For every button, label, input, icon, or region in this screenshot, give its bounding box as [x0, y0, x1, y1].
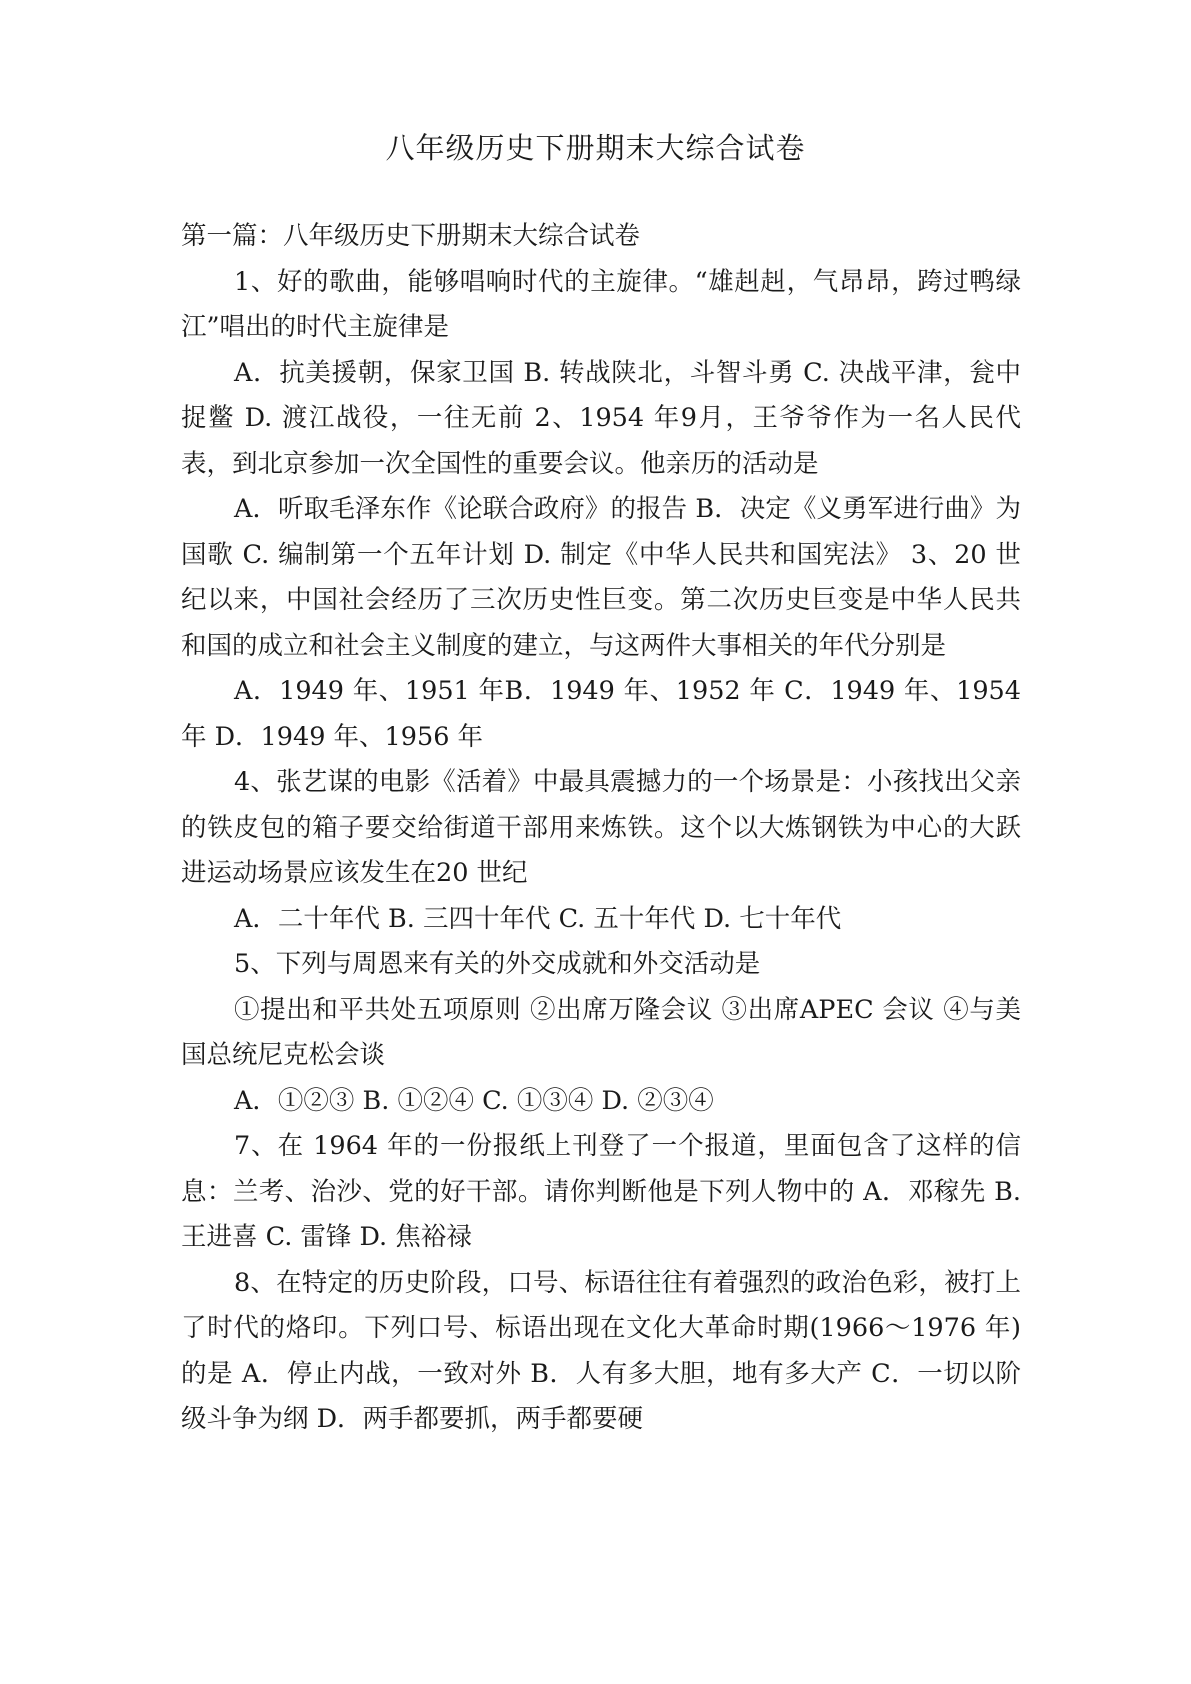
question-paragraph: 7、在 1964 年的一份报纸上刊登了一个报道，里面包含了这样的信息：兰考、治沙、党的好干部。请你判断他是下列人物中的 A．邓稼先 B.王进喜 C. 雷锋 D. 焦裕禄	[181, 1131, 1021, 1252]
question-paragraph: 5、下列与周恩来有关的外交成就和外交活动是	[234, 949, 761, 979]
question-paragraph: A．听取毛泽东作《论联合政府》的报告 B．决定《义勇军进行曲》为国歌 C. 编制第一个五年计划 D. 制定《中华人民共和国宪法》 3、20 世纪以来，中国社会经历了三次历史性巨变。第二次历史巨变是中华人民共和国的成立和社会主义制度的建立，与这两件大事相关的年代分别是	[181, 494, 1021, 661]
section-heading: 第一篇：八年级历史下册期末大综合试卷	[181, 221, 641, 251]
question-paragraph: 8、在特定的历史阶段，口号、标语往往有着强烈的政治色彩，被打上了时代的烙印。下列口号、标语出现在文化大革命时期(1966～1976 年)的是 A．停止内战，一致对外 B．人有多大胆，地有多大产 C．一切以阶级斗争为纲 D．两手都要抓，两手都要硬	[181, 1267, 1021, 1434]
document-title: 八年级历史下册期末大综合试卷	[385, 131, 806, 165]
document-body	[181, 214, 1021, 1443]
question-paragraph: A．抗美援朝，保家卫国 B. 转战陕北，斗智斗勇 C. 决战平津，瓮中捉鳖 D. 渡江战役，一往无前 2、1954 年9月，王爷爷作为一名人民代表，到北京参加一次全国性的重要会议。他亲历的活动是	[181, 357, 1021, 479]
question-paragraph: 1、好的歌曲，能够唱响时代的主旋律。“雄赳赳，气昂昂，跨过鸭绿江”唱出的时代主旋律是	[181, 266, 1021, 342]
question-paragraph: A．二十年代 B. 三四十年代 C. 五十年代 D. 七十年代	[234, 903, 842, 934]
question-paragraph: A．①②③ B. ①②④ C. ①③④ D. ②③④	[234, 1085, 714, 1116]
question-paragraph: A．1949 年、1951 年B．1949 年、1952 年 C．1949 年、1954 年 D．1949 年、1956 年	[181, 676, 1021, 752]
question-paragraph: ①提出和平共处五项原则 ②出席万隆会议 ③出席APEC 会议 ④与美国总统尼克松会谈	[181, 994, 1021, 1070]
question-paragraph: 4、张艺谋的电影《活着》中最具震撼力的一个场景是：小孩找出父亲的铁皮包的箱子要交给街道干部用来炼铁。这个以大炼钢铁为中心的大跃进运动场景应该发生在20 世纪	[181, 767, 1021, 888]
